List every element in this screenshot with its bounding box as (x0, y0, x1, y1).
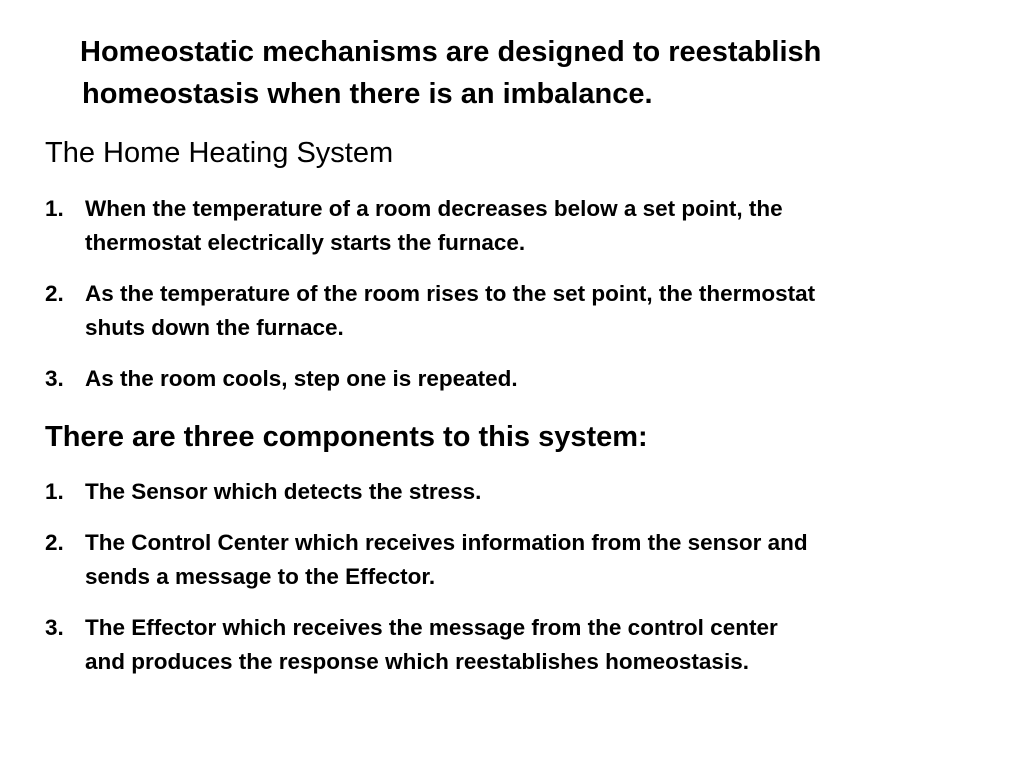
list-item-number: 2. (45, 281, 64, 306)
components-section-title: There are three components to this system: (45, 421, 648, 453)
list-item-text: When the temperature of a room decreases below a set point, the (85, 196, 783, 221)
heating-section-title: The Home Heating System (45, 137, 394, 169)
components-list (45, 475, 1020, 696)
list-item (45, 277, 1020, 345)
list-item-text: The Sensor which detects the stress. (85, 479, 482, 504)
list-item-text: As the room cools, step one is repeated. (85, 366, 518, 391)
list-item-number: 3. (45, 615, 64, 640)
list-item-text: thermostat electrically starts the furnace. (85, 230, 526, 255)
intro-line: Homeostatic mechanisms are designed to reestablish (80, 36, 822, 68)
heating-steps-list (45, 192, 1020, 413)
list-item-text: shuts down the furnace. (85, 315, 344, 340)
intro-line: homeostasis when there is an imbalance. (82, 78, 653, 110)
list-item-number: 1. (45, 196, 64, 221)
intro-paragraph (82, 31, 982, 115)
list-item (45, 475, 1020, 509)
list-item-text: sends a message to the Effector. (85, 564, 436, 589)
list-item (45, 192, 1020, 260)
list-item-text: and produces the response which reestablishes homeostasis. (85, 649, 749, 674)
list-item-text: As the temperature of the room rises to the set point, the thermostat (85, 281, 816, 306)
list-item (45, 362, 1020, 396)
list-item (45, 611, 1020, 679)
list-item-number: 1. (45, 479, 64, 504)
list-item-text: The Effector which receives the message from the control center (85, 615, 778, 640)
list-item-number: 2. (45, 530, 64, 555)
list-item (45, 526, 1020, 594)
list-item-number: 3. (45, 366, 64, 391)
list-item-text: The Control Center which receives information from the sensor and (85, 530, 808, 555)
